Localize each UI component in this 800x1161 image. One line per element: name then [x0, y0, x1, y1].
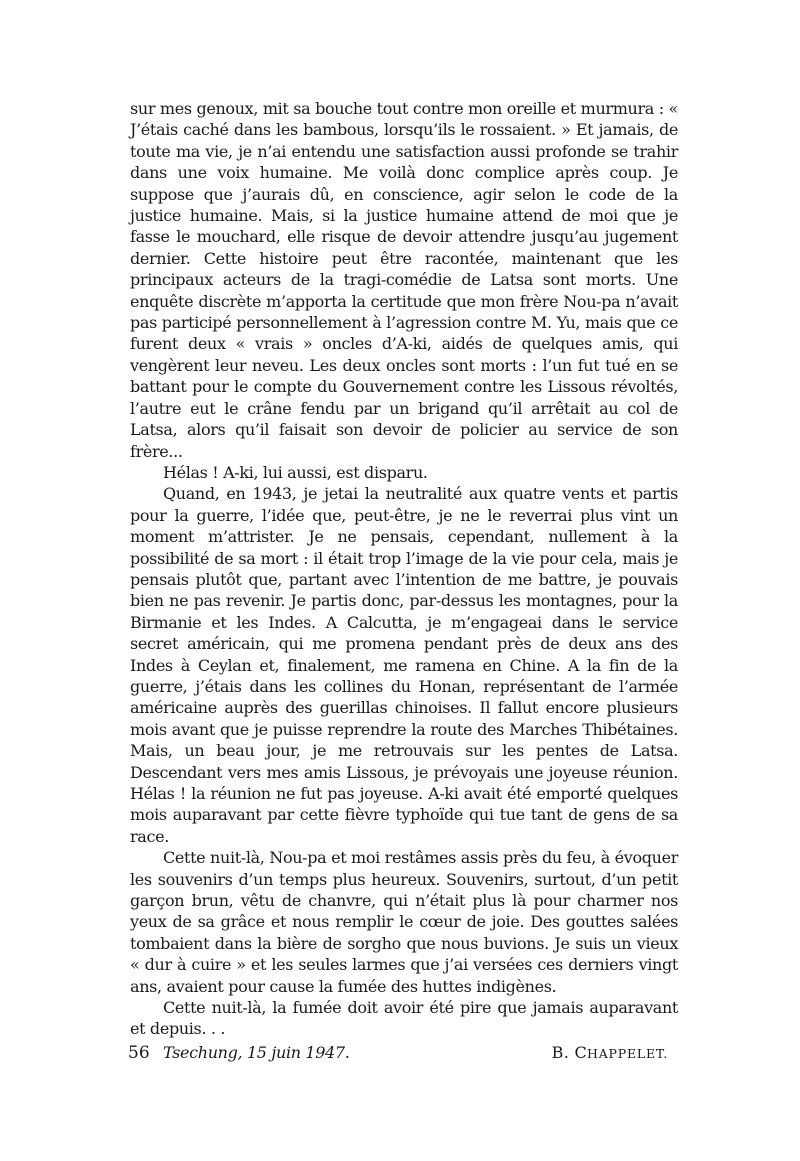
place-date: Tsechung, 15 juin 1947. [163, 1042, 350, 1062]
signature-line [130, 1042, 678, 1064]
author-surname: HAPPELET. [587, 1045, 668, 1061]
page-number: 56 [128, 1043, 150, 1063]
paragraph-5: Cette nuit-là, la fumée doit avoir été pire que jamais auparavant et depuis. . . [130, 998, 678, 1039]
author-name [552, 1042, 668, 1064]
paragraph-1: sur mes genoux, mit sa bouche tout contre mon oreille et murmura : « J’étais caché dans les bambous, lorsqu’ils le rossaient. » Et jamais, de toute ma vie, je n’ai entendu une satisfaction aussi profonde se trahir dans une voix humaine. Me voilà donc complice après coup. Je suppose que j’aurais dû, en conscience, agir selon le code de la justice humaine. Mais, si la justice humaine attend de moi que je fasse le mouchard, elle risque de devoir attendre jusqu’au jugement dernier. Cette histoire peut être racontée, maintenant que les principaux acteurs de la tragi-comédie de Latsa sont morts. Une enquête discrète m’apporta la certitude que mon frère Nou-pa n’avait pas participé personnellement à l’agression contre M. Yu, mais que ce furent deux « vrais » oncles d’A-ki, aidés de quelques amis, qui vengèrent leur neveu. Les deux oncles sont morts : l’un fut tué en se battant pour le compte du Gouvernement contre les Lissous révoltés, l’autre eut le crâne fendu par un brigand qu’il arrêtait au col de Latsa, alors qu’il faisait son devoir de policier au service de son frère... [130, 99, 678, 461]
page-body [130, 98, 678, 1064]
paragraph-2: Hélas ! A-ki, lui aussi, est disparu. [163, 462, 428, 482]
paragraph-3: Quand, en 1943, je jetai la neutralité aux quatre vents et partis pour la guerre, l’idée que, peut-être, je ne le reverrai plus vint un moment m’attrister. Je ne pensais, cependant, nullement à la possibilité de sa mort : il était trop l’image de la vie pour cela, mais je pensais plutôt que, partant avec l’intention de me battre, je pouvais bien ne pas revenir. Je partis donc, par-dessus les montagnes, pour la Birmanie et les Indes. A Calcutta, je m’engageai dans le service secret américain, qui me promena pendant près de deux ans des Indes à Ceylan et, finalement, me ramena en Chine. A la fin de la guerre, j’étais dans les collines du Honan, représentant de l’armée américaine auprès des guerillas chinoises. Il fallut encore plusieurs mois avant que je puisse reprendre la route des Marches Thibétaines. Mais, un beau jour, je me retrouvais sur les pentes de Latsa. Descendant vers mes amis Lissous, je prévoyais une joyeuse réunion. Hélas ! la réunion ne fut pas joyeuse. A-ki avait été emporté quelques mois auparavant par cette fièvre typhoïde qui tue tant de gens de sa race. [130, 484, 678, 846]
paragraph-4: Cette nuit-là, Nou-pa et moi restâmes assis près du feu, à évoquer les souvenirs d’un temps plus heureux. Souvenirs, surtout, d’un petit garçon brun, vêtu de chanvre, qui n’était plus là pour charmer nos yeux de sa grâce et nous remplir le cœur de joie. Des gouttes salées tombaient dans la bière de sorgho que nous buvions. Je suis un vieux « dur à cuire » et les seules larmes que j’ai versées ces derniers vingt ans, avaient pour cause la fumée des huttes indigènes. [130, 848, 678, 996]
author-initial: B. C [551, 1042, 588, 1062]
